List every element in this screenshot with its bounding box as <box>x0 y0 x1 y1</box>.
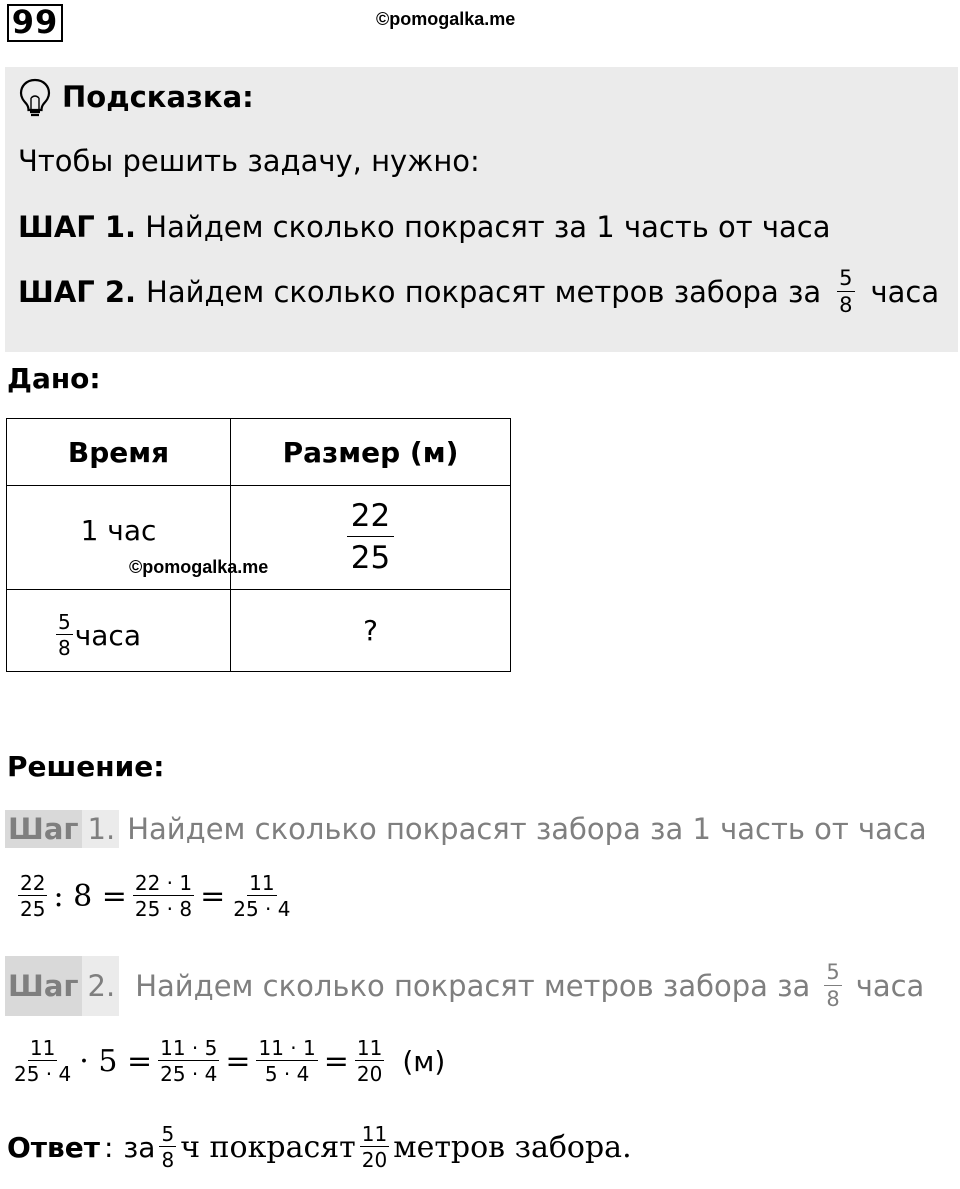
step-2-text: Найдем сколько покрасят метров забора за <box>135 969 811 1003</box>
equation-2: $\frac{11}{25 \cdot 4}$ · 5 = $\frac{11 \cdot 5}{25 \cdot 4}$ = $\frac{11 \cdot 1}{5 \cdot 4}$ = $\frac{11}{20}$ (м) <box>14 1036 446 1086</box>
lightbulb-icon <box>18 78 52 118</box>
equation-1: $\frac{22}{25}$ : 8 = $\frac{22 \cdot 1}{25 \cdot 8}$ = $\frac{11}{25 \cdot 4}$ <box>20 871 291 921</box>
step-1-word: Шаг <box>5 810 82 848</box>
hint-step-1-label: ШАГ 1. <box>18 210 137 244</box>
answer: Ответ : за $\frac{5}{8}$ ч покрасят $\frac{11}{20}$ метров забора. <box>7 1122 632 1172</box>
task-number-badge: 99 <box>7 4 63 42</box>
answer-label: Ответ <box>7 1130 100 1164</box>
given-label: Дано: <box>7 362 101 395</box>
hint-title: Подсказка: <box>62 80 254 114</box>
solution-step-1 <box>5 810 927 848</box>
hint-step-1-text: Найдем сколько покрасят за 1 часть от часа <box>145 210 831 244</box>
row1-time: 1 час ©pomogalka.me <box>7 486 231 590</box>
solution-label: Решение: <box>7 750 165 783</box>
row2-time: $\frac{5}{8}$ часа <box>7 590 231 672</box>
hint-step-1 <box>18 210 831 244</box>
hint-step-2-label: ШАГ 2. <box>18 275 137 309</box>
header-time: Время <box>7 419 231 486</box>
row2-size: ? <box>231 590 511 672</box>
hint-step-2 <box>18 268 939 316</box>
hint-step-2-tail: часа <box>870 275 940 309</box>
watermark: ©pomogalka.me <box>376 9 516 29</box>
hint-step-2-fraction: $\frac{5}{8}$ <box>839 266 853 317</box>
step-1-number: 1. <box>82 810 120 848</box>
hint-intro: Чтобы решить задачу, нужно: <box>18 144 480 178</box>
step-2-number: 2. <box>82 956 120 1016</box>
step-2-word: Шаг <box>5 956 82 1016</box>
header-size: Размер (м) <box>231 419 511 486</box>
step-2-tail: часа <box>855 969 925 1003</box>
step-2-fraction: $\frac{5}{8}$ <box>826 960 840 1011</box>
hint-step-2-text: Найдем сколько покрасят метров забора за <box>146 275 822 309</box>
table-watermark: ©pomogalka.me <box>129 557 269 577</box>
row1-size: $\frac{22}{25}$ <box>231 486 511 590</box>
given-table <box>6 418 511 672</box>
solution-step-2 <box>5 956 924 1016</box>
step-1-text: Найдем сколько покрасят забора за 1 часть от часа <box>127 812 927 846</box>
